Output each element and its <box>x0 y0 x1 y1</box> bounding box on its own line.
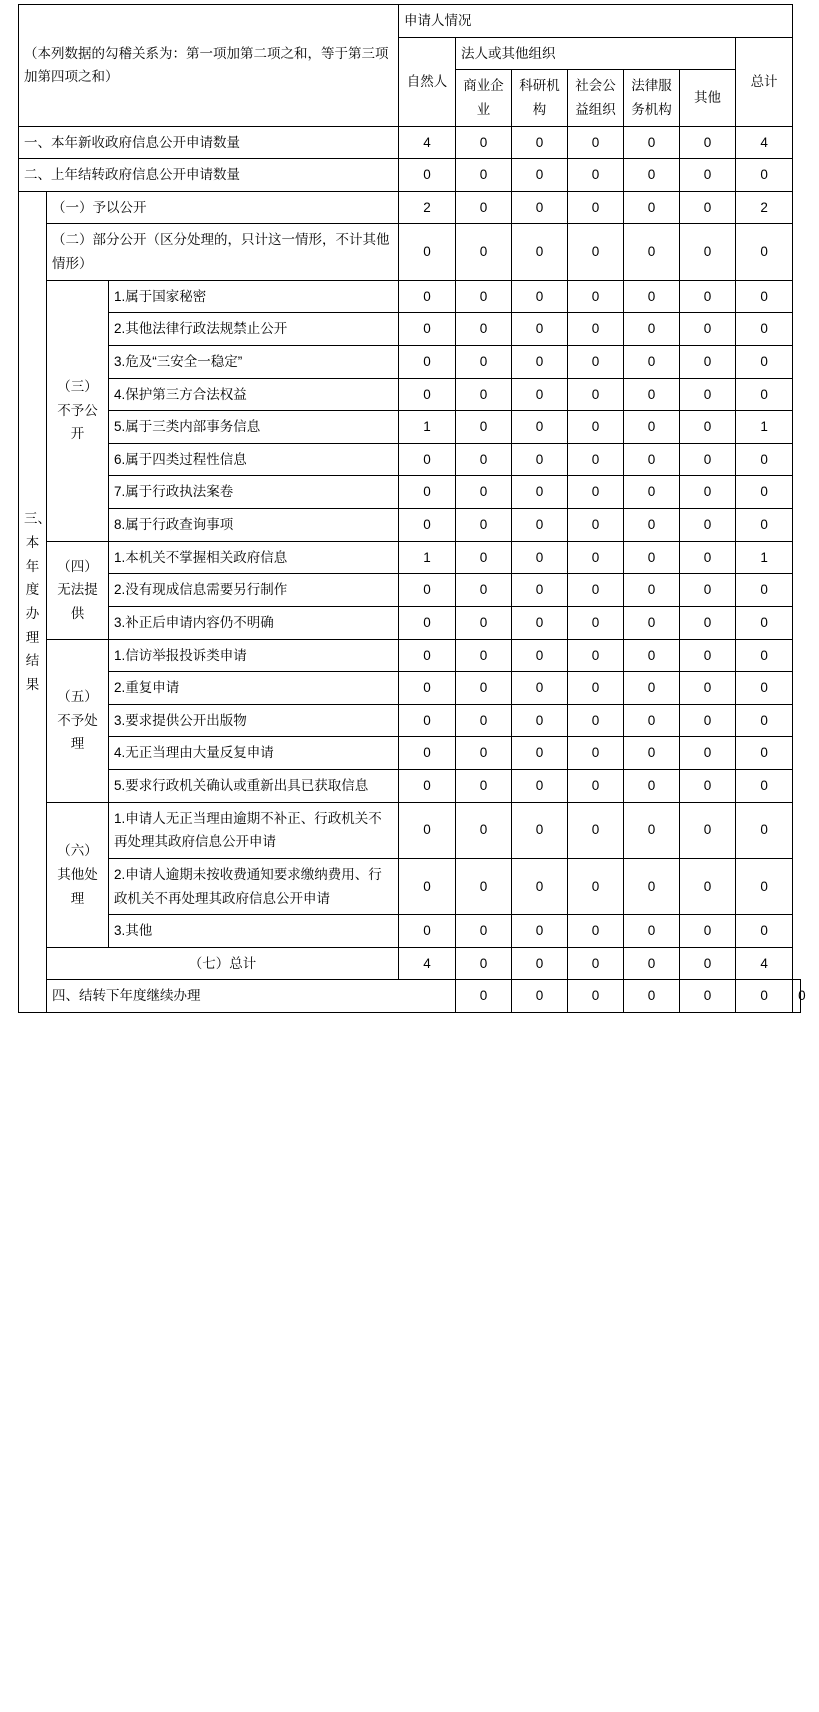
row-label: 6.属于四类过程性信息 <box>109 443 399 476</box>
cell-value: 0 <box>456 541 512 574</box>
cell-value: 0 <box>456 126 512 159</box>
cell-value: 0 <box>736 802 793 858</box>
cell-value: 0 <box>568 639 624 672</box>
cell-value: 0 <box>736 980 793 1013</box>
cell-value: 0 <box>568 509 624 542</box>
cell-value: 0 <box>456 509 512 542</box>
table-row <box>19 280 801 313</box>
cell-value: 0 <box>512 574 568 607</box>
header-col-social-welfare-org: 社会公益组织 <box>568 70 624 126</box>
cell-value: 0 <box>624 947 680 980</box>
row-label: （七）总计 <box>47 947 399 980</box>
cell-value: 0 <box>624 345 680 378</box>
cell-value: 0 <box>568 159 624 192</box>
cell-value: 0 <box>568 574 624 607</box>
cell-value: 0 <box>680 858 736 914</box>
header-col-legal-service-org: 法律服务机构 <box>624 70 680 126</box>
row-label: 2.重复申请 <box>109 672 399 705</box>
row-label: 二、上年结转政府信息公开申请数量 <box>19 159 399 192</box>
cell-value: 1 <box>399 411 456 444</box>
cell-value: 1 <box>736 411 793 444</box>
table-row <box>19 476 801 509</box>
government-info-disclosure-table <box>18 4 806 1013</box>
cell-value: 0 <box>399 606 456 639</box>
cell-value: 0 <box>456 345 512 378</box>
cell-value: 0 <box>568 858 624 914</box>
cell-value: 0 <box>456 313 512 346</box>
row-label: 3.其他 <box>109 915 399 948</box>
row-label: 8.属于行政查询事项 <box>109 509 399 542</box>
header-total: 总计 <box>736 37 793 126</box>
cell-value: 0 <box>680 159 736 192</box>
row-label: 3.补正后申请内容仍不明确 <box>109 606 399 639</box>
row-label: 4.无正当理由大量反复申请 <box>109 737 399 770</box>
cell-value: 0 <box>624 476 680 509</box>
row-label: 2.没有现成信息需要另行制作 <box>109 574 399 607</box>
group-label-annual-result: 三、本年度办理结果 <box>19 191 47 1012</box>
cell-value: 0 <box>456 737 512 770</box>
table-row <box>19 443 801 476</box>
cell-value: 0 <box>680 947 736 980</box>
cell-value: 0 <box>512 443 568 476</box>
cell-value: 0 <box>624 443 680 476</box>
table-row <box>19 574 801 607</box>
row-label: 1.信访举报投诉类申请 <box>109 639 399 672</box>
cell-value: 0 <box>568 345 624 378</box>
cell-value: 0 <box>399 509 456 542</box>
table-row <box>19 737 801 770</box>
cell-value: 0 <box>680 443 736 476</box>
cell-value: 0 <box>568 411 624 444</box>
row-label: 1.本机关不掌握相关政府信息 <box>109 541 399 574</box>
cell-value: 0 <box>624 770 680 803</box>
cell-value: 0 <box>680 191 736 224</box>
header-legal-or-other-org: 法人或其他组织 <box>456 37 736 70</box>
cell-value: 0 <box>624 191 680 224</box>
cell-value: 0 <box>568 541 624 574</box>
cell-value: 0 <box>456 770 512 803</box>
table-row <box>19 639 801 672</box>
corner-note-cell: （本列数据的勾稽关系为：第一项加第二项之和，等于第三项加第四项之和） <box>19 5 399 127</box>
cell-value: 0 <box>399 737 456 770</box>
cell-value: 0 <box>736 606 793 639</box>
cell-value: 0 <box>456 980 512 1013</box>
cell-value: 0 <box>624 672 680 705</box>
cell-value: 0 <box>399 802 456 858</box>
cell-value: 0 <box>512 770 568 803</box>
cell-value: 0 <box>399 280 456 313</box>
cell-value: 0 <box>736 224 793 280</box>
cell-value: 0 <box>680 737 736 770</box>
table-row <box>19 672 801 705</box>
cell-value: 0 <box>456 411 512 444</box>
row-label: 1.属于国家秘密 <box>109 280 399 313</box>
table-row <box>19 159 801 192</box>
cell-value: 0 <box>512 509 568 542</box>
table-row <box>19 704 801 737</box>
cell-value: 0 <box>680 126 736 159</box>
table-row <box>19 378 801 411</box>
cell-value: 0 <box>456 672 512 705</box>
cell-value: 0 <box>624 737 680 770</box>
table-row <box>19 224 801 280</box>
cell-value: 0 <box>568 947 624 980</box>
cell-value: 0 <box>512 345 568 378</box>
table-row <box>19 509 801 542</box>
cell-value: 0 <box>399 345 456 378</box>
cell-value: 0 <box>736 915 793 948</box>
cell-value: 0 <box>736 313 793 346</box>
cell-value: 4 <box>736 947 793 980</box>
cell-value: 4 <box>399 947 456 980</box>
cell-value: 0 <box>456 947 512 980</box>
header-col-other: 其他 <box>680 70 736 126</box>
cell-value: 0 <box>624 224 680 280</box>
cell-value: 0 <box>624 606 680 639</box>
cell-value: 0 <box>680 224 736 280</box>
cell-value: 0 <box>512 737 568 770</box>
cell-value: 0 <box>624 280 680 313</box>
cell-value: 0 <box>568 980 624 1013</box>
cell-value: 0 <box>680 345 736 378</box>
cell-value: 0 <box>568 313 624 346</box>
cell-value: 0 <box>512 191 568 224</box>
row-label: 3.危及“三安全一稳定” <box>109 345 399 378</box>
row-label: 7.属于行政执法案卷 <box>109 476 399 509</box>
cell-value: 0 <box>568 915 624 948</box>
cell-value: 0 <box>568 606 624 639</box>
cell-value: 0 <box>624 639 680 672</box>
group-label-unable-to-provide: （四）无法提供 <box>47 541 109 639</box>
cell-value: 0 <box>512 159 568 192</box>
cell-value: 0 <box>568 476 624 509</box>
cell-value: 0 <box>624 541 680 574</box>
cell-value: 0 <box>399 915 456 948</box>
cell-value: 0 <box>456 574 512 607</box>
cell-value: 0 <box>624 411 680 444</box>
cell-value: 0 <box>512 378 568 411</box>
cell-value: 0 <box>399 159 456 192</box>
cell-value: 0 <box>512 858 568 914</box>
cell-value: 0 <box>456 159 512 192</box>
cell-value: 0 <box>736 345 793 378</box>
row-label: 3.要求提供公开出版物 <box>109 704 399 737</box>
cell-value: 0 <box>512 915 568 948</box>
cell-value: 0 <box>512 947 568 980</box>
cell-value: 0 <box>399 639 456 672</box>
cell-value: 0 <box>736 672 793 705</box>
group-label-other-handling: （六）其他处理 <box>47 802 109 947</box>
cell-value: 0 <box>624 980 680 1013</box>
cell-value: 0 <box>456 858 512 914</box>
cell-value: 0 <box>399 224 456 280</box>
cell-value: 0 <box>624 159 680 192</box>
row-label: 5.属于三类内部事务信息 <box>109 411 399 444</box>
row-label: 4.保护第三方合法权益 <box>109 378 399 411</box>
cell-value: 0 <box>680 639 736 672</box>
row-label: （一）予以公开 <box>47 191 399 224</box>
row-label: 2.其他法律行政法规禁止公开 <box>109 313 399 346</box>
cell-value: 0 <box>680 672 736 705</box>
table-row <box>19 411 801 444</box>
table-row <box>19 770 801 803</box>
cell-value: 0 <box>512 224 568 280</box>
cell-value: 0 <box>680 509 736 542</box>
table-row <box>19 947 801 980</box>
cell-value: 0 <box>456 378 512 411</box>
cell-value: 0 <box>736 159 793 192</box>
cell-value: 0 <box>736 704 793 737</box>
cell-value: 0 <box>736 443 793 476</box>
cell-value: 0 <box>512 280 568 313</box>
cell-value: 0 <box>568 224 624 280</box>
cell-value: 0 <box>399 858 456 914</box>
cell-value: 0 <box>568 737 624 770</box>
cell-value: 0 <box>568 770 624 803</box>
cell-value: 4 <box>736 126 793 159</box>
cell-value: 0 <box>399 378 456 411</box>
cell-value: 0 <box>512 672 568 705</box>
header-col-research-institution: 科研机构 <box>512 70 568 126</box>
header-natural-person: 自然人 <box>399 37 456 126</box>
cell-value: 0 <box>456 606 512 639</box>
table-row <box>19 606 801 639</box>
cell-value: 0 <box>512 802 568 858</box>
cell-value: 0 <box>680 574 736 607</box>
cell-value: 0 <box>568 280 624 313</box>
cell-value: 0 <box>624 802 680 858</box>
cell-value: 0 <box>568 443 624 476</box>
cell-value: 0 <box>736 639 793 672</box>
cell-value: 0 <box>512 313 568 346</box>
cell-value: 0 <box>456 915 512 948</box>
cell-value: 4 <box>399 126 456 159</box>
cell-value: 0 <box>456 704 512 737</box>
cell-value: 0 <box>512 980 568 1013</box>
cell-value: 0 <box>624 509 680 542</box>
cell-value: 0 <box>680 770 736 803</box>
cell-value: 0 <box>512 126 568 159</box>
cell-value: 0 <box>456 443 512 476</box>
cell-value: 0 <box>680 280 736 313</box>
cell-value: 0 <box>624 704 680 737</box>
cell-value: 0 <box>736 378 793 411</box>
row-label: 5.要求行政机关确认或重新出具已获取信息 <box>109 770 399 803</box>
table-row <box>19 345 801 378</box>
cell-value: 0 <box>512 606 568 639</box>
cell-value: 0 <box>624 574 680 607</box>
cell-value: 0 <box>624 313 680 346</box>
cell-value: 0 <box>736 476 793 509</box>
cell-value: 2 <box>736 191 793 224</box>
cell-value: 0 <box>456 224 512 280</box>
cell-value: 0 <box>399 704 456 737</box>
cell-value: 0 <box>456 191 512 224</box>
cell-value: 0 <box>568 191 624 224</box>
cell-value: 0 <box>680 411 736 444</box>
header-applicant-situation: 申请人情况 <box>399 5 793 38</box>
cell-value: 0 <box>456 280 512 313</box>
row-label: 一、本年新收政府信息公开申请数量 <box>19 126 399 159</box>
cell-value: 0 <box>736 770 793 803</box>
cell-value: 0 <box>512 411 568 444</box>
table-row <box>19 980 801 1013</box>
cell-value: 0 <box>680 802 736 858</box>
table-row <box>19 191 801 224</box>
cell-value: 0 <box>512 639 568 672</box>
cell-value: 0 <box>568 378 624 411</box>
cell-value: 0 <box>736 509 793 542</box>
cell-value: 0 <box>736 280 793 313</box>
cell-value: 0 <box>399 574 456 607</box>
table-row <box>19 858 801 914</box>
cell-value: 0 <box>736 858 793 914</box>
cell-value: 0 <box>680 915 736 948</box>
cell-value: 1 <box>736 541 793 574</box>
cell-value: 0 <box>624 915 680 948</box>
header-col-commercial-enterprise: 商业企业 <box>456 70 512 126</box>
cell-value: 0 <box>456 476 512 509</box>
group-label-not-processed: （五）不予处理 <box>47 639 109 802</box>
cell-value: 0 <box>456 802 512 858</box>
cell-value: 0 <box>512 476 568 509</box>
cell-value: 0 <box>680 378 736 411</box>
cell-value: 0 <box>568 672 624 705</box>
table-header-row-1 <box>19 5 801 38</box>
cell-value: 1 <box>399 541 456 574</box>
cell-value: 0 <box>736 574 793 607</box>
row-label: （二）部分公开（区分处理的，只计这一情形，不计其他情形） <box>47 224 399 280</box>
cell-value: 0 <box>568 126 624 159</box>
table-row <box>19 126 801 159</box>
cell-value: 0 <box>624 126 680 159</box>
cell-value: 0 <box>793 980 801 1013</box>
cell-value: 0 <box>399 770 456 803</box>
cell-value: 0 <box>512 541 568 574</box>
cell-value: 0 <box>399 443 456 476</box>
cell-value: 0 <box>680 606 736 639</box>
cell-value: 0 <box>568 704 624 737</box>
cell-value: 0 <box>399 672 456 705</box>
cell-value: 2 <box>399 191 456 224</box>
cell-value: 0 <box>680 313 736 346</box>
cell-value: 0 <box>568 802 624 858</box>
cell-value: 0 <box>456 639 512 672</box>
row-label: 1.申请人无正当理由逾期不补正、行政机关不再处理其政府信息公开申请 <box>109 802 399 858</box>
cell-value: 0 <box>399 313 456 346</box>
table-row <box>19 541 801 574</box>
cell-value: 0 <box>680 541 736 574</box>
cell-value: 0 <box>399 476 456 509</box>
cell-value: 0 <box>624 858 680 914</box>
row-label: 四、结转下年度继续办理 <box>47 980 456 1013</box>
table-row <box>19 313 801 346</box>
table-row <box>19 915 801 948</box>
table-row <box>19 802 801 858</box>
cell-value: 0 <box>736 737 793 770</box>
cell-value: 0 <box>680 704 736 737</box>
cell-value: 0 <box>512 704 568 737</box>
cell-value: 0 <box>624 378 680 411</box>
row-label: 2.申请人逾期未按收费通知要求缴纳费用、行政机关不再处理其政府信息公开申请 <box>109 858 399 914</box>
cell-value: 0 <box>680 980 736 1013</box>
cell-value: 0 <box>680 476 736 509</box>
group-label-not-disclosed: （三）不予公开 <box>47 280 109 541</box>
